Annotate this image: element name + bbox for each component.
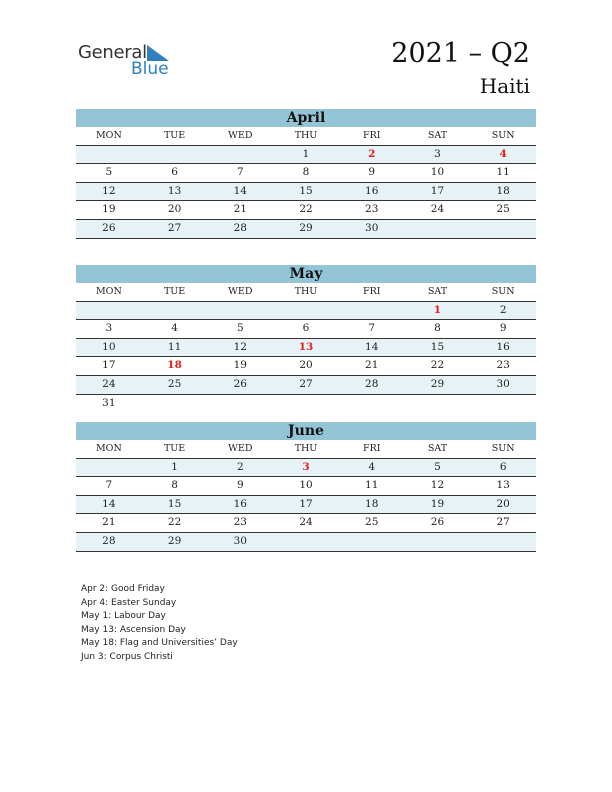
week-row xyxy=(76,357,536,376)
day-cell: 22 xyxy=(430,359,445,372)
week-row xyxy=(76,459,536,478)
day-cell: 24 xyxy=(430,203,445,216)
holiday-item: Apr 2: Good Friday xyxy=(81,584,165,594)
day-cell: 22 xyxy=(167,516,182,529)
day-cell: 26 xyxy=(233,377,247,390)
weekday-label: WED xyxy=(228,443,253,454)
day-cell: 16 xyxy=(233,497,247,510)
day-cell: 29 xyxy=(167,534,182,547)
day-cell: 12 xyxy=(430,479,445,492)
day-cell xyxy=(142,395,208,413)
day-cell xyxy=(207,146,273,164)
day-cell: 17 xyxy=(430,184,445,197)
day-cell: 3 xyxy=(105,322,113,335)
day-cell: 18 xyxy=(365,497,379,510)
day-cell: 10 xyxy=(299,479,313,492)
day-cell: 30 xyxy=(365,221,379,234)
brand-general: General xyxy=(78,42,147,63)
day-cell: 3 xyxy=(302,460,310,473)
day-cell: 25 xyxy=(167,377,182,390)
weekday-label: WED xyxy=(228,286,253,297)
week-row xyxy=(76,477,536,496)
day-cell xyxy=(339,302,405,320)
day-cell xyxy=(76,146,142,164)
day-cell: 5 xyxy=(105,166,113,179)
day-cell: 6 xyxy=(499,460,507,473)
day-cell: 14 xyxy=(102,497,116,510)
week-row xyxy=(76,514,536,533)
day-cell xyxy=(142,302,208,320)
day-cell: 21 xyxy=(365,359,379,372)
day-cell: 9 xyxy=(368,166,376,179)
day-cell: 30 xyxy=(496,377,510,390)
holiday-list xyxy=(81,583,238,664)
day-cell: 29 xyxy=(299,221,313,234)
weekday-label: SAT xyxy=(427,443,448,454)
month-calendar-april xyxy=(76,109,536,239)
day-cell: 28 xyxy=(233,221,247,234)
day-cell: 15 xyxy=(430,340,445,353)
day-cell xyxy=(405,220,471,238)
day-cell xyxy=(142,146,208,164)
day-cell xyxy=(273,533,339,551)
week-row xyxy=(76,164,536,183)
day-cell xyxy=(76,302,142,320)
day-cell: 31 xyxy=(102,396,116,409)
holiday-item: May 18: Flag and Universities’ Day xyxy=(81,638,238,648)
weekday-header-row xyxy=(76,440,536,459)
day-cell: 24 xyxy=(102,377,116,390)
month-title: April xyxy=(76,109,536,127)
day-cell: 21 xyxy=(233,203,247,216)
brand-blue: Blue xyxy=(131,59,169,79)
day-cell: 27 xyxy=(496,516,510,529)
weekday-label: TUE xyxy=(163,130,186,141)
day-cell xyxy=(207,395,273,413)
day-cell: 4 xyxy=(499,147,507,160)
day-cell: 13 xyxy=(167,184,182,197)
day-cell: 6 xyxy=(302,322,310,335)
day-cell xyxy=(273,395,339,413)
day-cell xyxy=(470,395,536,413)
day-cell xyxy=(207,302,273,320)
week-row xyxy=(76,533,536,552)
day-cell: 18 xyxy=(167,359,182,372)
day-cell: 12 xyxy=(102,184,116,197)
day-cell: 23 xyxy=(365,203,379,216)
holiday-item: May 1: Labour Day xyxy=(81,611,166,621)
day-cell: 8 xyxy=(171,479,178,492)
day-cell: 20 xyxy=(167,203,182,216)
day-cell: 13 xyxy=(298,340,314,353)
weekday-label: WED xyxy=(228,130,253,141)
weekday-label: MON xyxy=(95,286,122,297)
weekday-label: THU xyxy=(294,286,318,297)
day-cell: 8 xyxy=(434,322,441,335)
week-row xyxy=(76,376,536,395)
day-cell: 20 xyxy=(496,497,510,510)
week-row xyxy=(76,496,536,515)
day-cell: 28 xyxy=(365,377,379,390)
brand-logo xyxy=(78,42,178,82)
day-cell: 19 xyxy=(233,359,247,372)
weekday-label: FRI xyxy=(362,130,381,141)
week-row xyxy=(76,339,536,358)
weekday-label: SUN xyxy=(491,130,515,141)
day-cell: 11 xyxy=(167,340,182,353)
day-cell: 28 xyxy=(102,534,116,547)
weekday-header-row xyxy=(76,127,536,146)
day-cell: 25 xyxy=(496,203,510,216)
day-cell: 12 xyxy=(233,340,247,353)
day-cell: 2 xyxy=(499,303,507,316)
day-cell: 9 xyxy=(499,322,507,335)
weekday-label: MON xyxy=(95,443,122,454)
day-cell: 24 xyxy=(299,516,313,529)
week-row xyxy=(76,395,536,413)
day-cell: 30 xyxy=(233,534,247,547)
day-cell: 25 xyxy=(365,516,379,529)
weekday-label: TUE xyxy=(163,286,186,297)
day-cell: 4 xyxy=(368,460,376,473)
week-row xyxy=(76,302,536,321)
day-cell: 5 xyxy=(434,460,441,473)
weekday-label: TUE xyxy=(163,443,186,454)
day-cell: 6 xyxy=(171,166,178,179)
day-cell: 4 xyxy=(171,322,178,335)
day-cell: 16 xyxy=(365,184,379,197)
day-cell xyxy=(339,395,405,413)
weekday-label: THU xyxy=(294,130,318,141)
day-cell: 1 xyxy=(171,460,178,473)
week-row xyxy=(76,183,536,202)
weekday-label: SUN xyxy=(491,286,515,297)
day-cell: 11 xyxy=(496,166,510,179)
day-cell: 16 xyxy=(496,340,510,353)
day-cell: 9 xyxy=(236,479,244,492)
day-cell: 7 xyxy=(105,479,113,492)
page-title: 2021 – Q2 xyxy=(391,38,530,69)
month-calendar-june xyxy=(76,422,536,552)
day-cell: 11 xyxy=(365,479,379,492)
day-cell: 14 xyxy=(365,340,379,353)
day-cell xyxy=(76,459,142,477)
day-cell: 7 xyxy=(236,166,244,179)
month-title: May xyxy=(76,265,536,283)
day-cell: 1 xyxy=(433,303,442,316)
day-cell: 26 xyxy=(102,221,116,234)
day-cell xyxy=(405,395,471,413)
day-cell xyxy=(273,302,339,320)
holiday-item: May 13: Ascension Day xyxy=(81,624,186,635)
day-cell xyxy=(470,220,536,238)
day-cell: 21 xyxy=(102,516,116,529)
day-cell: 14 xyxy=(233,184,247,197)
month-calendar-may xyxy=(76,265,536,412)
day-cell: 2 xyxy=(368,147,376,160)
day-cell: 10 xyxy=(102,340,116,353)
day-cell: 5 xyxy=(236,322,244,335)
weekday-label: SAT xyxy=(427,286,448,297)
day-cell: 20 xyxy=(299,359,313,372)
weekday-label: SAT xyxy=(427,130,448,141)
weekday-header-row xyxy=(76,283,536,302)
week-row xyxy=(76,146,536,165)
day-cell xyxy=(339,533,405,551)
day-cell xyxy=(405,533,471,551)
week-row xyxy=(76,320,536,339)
day-cell: 3 xyxy=(434,147,441,160)
day-cell: 13 xyxy=(496,479,510,492)
day-cell: 10 xyxy=(430,166,445,179)
day-cell: 2 xyxy=(236,460,244,473)
week-row xyxy=(76,220,536,239)
day-cell: 7 xyxy=(368,322,376,335)
weekday-label: FRI xyxy=(362,286,381,297)
day-cell: 26 xyxy=(430,516,445,529)
weekday-label: FRI xyxy=(362,443,381,454)
day-cell: 15 xyxy=(299,184,313,197)
holiday-item: Jun 3: Corpus Christi xyxy=(81,651,173,662)
weekday-label: THU xyxy=(294,443,318,454)
day-cell: 23 xyxy=(233,516,247,529)
day-cell xyxy=(470,533,536,551)
day-cell: 27 xyxy=(299,377,313,390)
country-name: Haiti xyxy=(479,74,530,98)
day-cell: 23 xyxy=(496,359,510,372)
day-cell: 22 xyxy=(299,203,313,216)
day-cell: 17 xyxy=(102,359,116,372)
month-title: June xyxy=(76,422,536,440)
day-cell: 17 xyxy=(299,497,313,510)
day-cell: 8 xyxy=(302,166,310,179)
day-cell: 29 xyxy=(430,377,445,390)
holiday-item: Apr 4: Easter Sunday xyxy=(81,597,177,608)
weekday-label: MON xyxy=(95,130,122,141)
day-cell: 18 xyxy=(496,184,510,197)
day-cell: 19 xyxy=(430,497,445,510)
day-cell: 19 xyxy=(102,203,116,216)
day-cell: 1 xyxy=(302,147,310,160)
weekday-label: SUN xyxy=(491,443,515,454)
week-row xyxy=(76,201,536,220)
day-cell: 15 xyxy=(167,497,182,510)
day-cell: 27 xyxy=(167,221,182,234)
